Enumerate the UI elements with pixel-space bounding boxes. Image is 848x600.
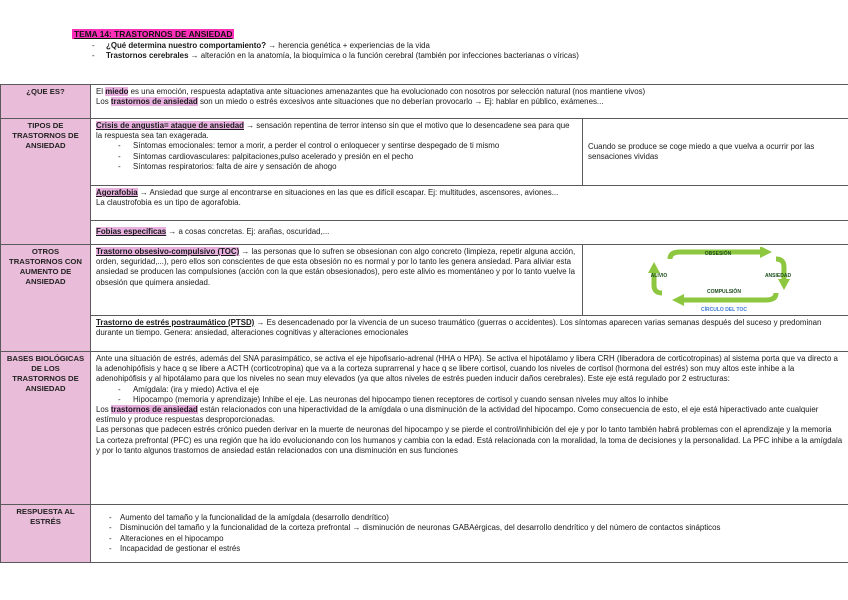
crisis-title: Crisis de angustia= ataque de ansiedad bbox=[96, 121, 244, 130]
highlight-trastornos: trastornos de ansiedad bbox=[110, 405, 198, 415]
text-span: Los bbox=[96, 97, 111, 107]
row-que-es bbox=[1, 85, 848, 119]
cell-ptsd bbox=[91, 316, 848, 352]
row-tipos-crisis bbox=[1, 119, 848, 186]
arrow-head-icon bbox=[760, 247, 772, 258]
crisis-text: → sensación repentina de terror intenso sin que el motivo que lo desencadene sea para que la respuesta sea tan exagerada. bbox=[96, 121, 570, 141]
highlight-miedo: miedo bbox=[105, 87, 129, 96]
header-bullet-bold: ¿Qué determina nuestro comportamiento? bbox=[106, 41, 267, 51]
list-item: - Síntomas cardiovasculares: palpitaciones,pulso acelerado y presión en el pecho bbox=[96, 152, 577, 162]
label-ansiedad: ANSIEDAD bbox=[764, 273, 791, 279]
agorafobia-text: → Ansiedad que surge al encontrarse en situaciones en las que es difícil escapar. Ej: multitudes, ascensores, aviones... bbox=[137, 188, 559, 197]
text-span: El bbox=[96, 87, 106, 96]
list-item: - Alteraciones en el hipocampo bbox=[96, 534, 843, 544]
agorafobia-title: Agorafobia bbox=[96, 188, 138, 197]
bases-paragraph: Las personas que padecen estrés crónico pueden derivar en la muerte de neuronas del hipocampo y se pierde el control/inhibición del eje y por lo tanto también habrá problemas con el aprendizaje y la memoria bbox=[96, 425, 832, 435]
row-tipos-agorafobia bbox=[1, 186, 848, 221]
crisis-note: Cuando se produce se coge miedo a que vuelva a ocurrir por las sensaciones vividas bbox=[588, 141, 815, 161]
label-bases: BASES BIOLÓGICAS DE LOS TRASTORNOS DE ANSIEDAD bbox=[1, 352, 91, 505]
agorafobia-line-2: La claustrofobia es un tipo de agorafobia. bbox=[96, 198, 241, 208]
que-es-line-2 bbox=[96, 97, 843, 107]
label-alivio: ALIVIO bbox=[650, 273, 667, 279]
ptsd-text: → Es desencadenado por la vivencia de un suceso traumático (guerras o accidentes). Los síntomas aparecen varias semanas después del suceso y predominan durante un tiempo. Genera: ansiedad, alteraciones cognitivas y alteraciones emocionales bbox=[96, 318, 822, 338]
document-title: TEMA 14: TRASTORNOS DE ANSIEDAD bbox=[74, 29, 233, 39]
list-item: - Incapacidad de gestionar el estrés bbox=[96, 544, 843, 554]
text-span: es una emoción, respuesta adaptativa ante situaciones amenazantes que ha evolucionado con nosotros por selección natural (nos mantiene vivos) bbox=[128, 87, 646, 96]
header-bullets bbox=[72, 41, 832, 61]
respuesta-list bbox=[96, 513, 843, 554]
cell-bases bbox=[91, 352, 848, 505]
bases-paragraph bbox=[96, 405, 843, 425]
list-item: - Síntomas emocionales: temor a morir, a perder el control o enloquecer y sentirse despegado de ti mismo bbox=[96, 141, 577, 151]
header-bullet bbox=[72, 41, 832, 51]
row-otros-ptsd bbox=[1, 316, 848, 352]
arrow-head-icon bbox=[672, 294, 684, 306]
header-bullet-text: → alteración en la anatomía, la bioquímica o la función cerebral (también por infecciones bacterianas o víricas) bbox=[188, 51, 579, 61]
text-span: Los bbox=[96, 405, 111, 415]
label-tipos: TIPOS DE TRASTORNOS DE ANSIEDAD bbox=[1, 119, 91, 245]
list-item: - Disminución del tamaño y la funcionalidad de la corteza prefrontal → disminución de neuronas GABAérgicas, del desarrollo dendrítico y del número de contactos sinápticos bbox=[96, 523, 843, 533]
label-obsesion: OBSESIÓN bbox=[704, 251, 731, 257]
header-bullet-bold: Trastornos cerebrales bbox=[106, 51, 189, 61]
toc-title: Trastorno obsesivo-compulsivo (TOC) bbox=[96, 247, 240, 256]
cell-toc-figure bbox=[583, 245, 848, 316]
label-otros: OTROS TRASTORNOS CON AUMENTO DE ANSIEDAD bbox=[1, 245, 91, 352]
cell-que-es bbox=[91, 85, 848, 119]
document-header bbox=[72, 29, 832, 62]
fobias-text: → a cosas concretas. Ej: arañas, oscuridad,... bbox=[166, 227, 330, 237]
cell-crisis-note bbox=[583, 119, 848, 186]
header-bullet-text: → herencia genética + experiencias de la vida bbox=[266, 41, 430, 51]
label-compulsion: COMPULSIÓN bbox=[706, 289, 741, 295]
label-respuesta: RESPUESTA AL ESTRÉS bbox=[1, 505, 91, 563]
row-bases bbox=[1, 352, 848, 505]
cell-toc bbox=[91, 245, 583, 316]
crisis-symptoms bbox=[96, 141, 577, 172]
cell-respuesta bbox=[91, 505, 848, 563]
que-es-line-1 bbox=[96, 87, 843, 97]
row-respuesta bbox=[1, 505, 848, 563]
bases-paragraph: Ante una situación de estrés, además del SNA parasimpático, se activa el eje hipofisario-adrenal (HHA o HPA). Se activa el hipotálamo y libera CRH (liberadora de corticotropinas) al sistema porta que va directo a la adenohipófisis y hace q se libere a ACTH (corticotropina) que va a la corteza suprarrenal y hace q se libere cortisol, cuando los niveles de cortisol (hormona del estrés) son muy altos este inhibe a la adenohipófisis y al hipotálamo para que los niveles no sean muy elevados (ya que altos niveles de estrés pueden inducir daños cerebrales). Este eje está regulado por 2 estructuras: bbox=[96, 354, 838, 384]
arrow-head-icon bbox=[648, 262, 660, 273]
label-que-es: ¿QUE ES? bbox=[1, 85, 91, 119]
bases-paragraph: La corteza prefrontal (PFC) es una región que ha ido evolucionando con los humanos y cambia con la edad. Está relacionada con la moralidad, la toma de decisiones y la personalidad. La PFC inhibe a la amígdala y por lo tanto algunos trastornos de ansiedad están relacionados con una disminución en sus funciones bbox=[96, 435, 843, 455]
cell-agorafobia bbox=[91, 186, 848, 221]
list-item: - Síntomas respiratorios: falta de aire y sensación de ahogo bbox=[96, 162, 577, 172]
list-item: - Aumento del tamaño y la funcionalidad de la amígdala (desarrollo dendrítico) bbox=[96, 513, 843, 523]
text-span: son un miedo o estrés excesivos ante situaciones que no deberían provocarlo → Ej: hablar en público, exámenes... bbox=[197, 97, 604, 107]
list-item: - Amígdala: (ira y miedo) Activa el eje bbox=[96, 385, 843, 395]
text-span: están relacionados con una hiperactividad de la amígdala o una disminución de la actividad del hipocampo. Como consecuencia de esto, el eje está hiperactivado ante cualquier estímulo y produce respuestas desproporcionadas. bbox=[96, 405, 819, 425]
bases-structures bbox=[96, 385, 843, 405]
arrow-head-icon bbox=[778, 279, 790, 290]
cell-crisis bbox=[91, 119, 583, 186]
toc-cycle-diagram bbox=[628, 247, 804, 313]
row-otros-toc bbox=[1, 245, 848, 316]
ptsd-title: Trastorno de estrés postraumático (PTSD) bbox=[96, 318, 255, 327]
header-bullet bbox=[72, 51, 832, 61]
highlight-trastornos: trastornos de ansiedad bbox=[110, 97, 198, 107]
row-tipos-fobias bbox=[1, 221, 848, 245]
crisis-heading bbox=[96, 121, 577, 141]
fobias-title: Fobias específicas bbox=[96, 227, 167, 237]
list-item: - Hipocampo (memoria y aprendizaje) Inhibe el eje. Las neuronas del hipocampo tienen receptores de cortisol y cuando sensan niveles muy altos lo inhibe bbox=[96, 395, 843, 405]
toc-text: → las personas que lo sufren se obsesionan con algo concreto (limpieza, repetir alguna acción, orden, seguridad,...), pero ellos son conscientes de que esta obsesión no es normal y por lo tanto les genera ansiedad. Para aliviar esta ansiedad se producen las compulsiones (acción con la que están obsesionados), pero este alivio es momentáneo y por lo tanto vuelve la obsesión que quimera ansiedad. bbox=[96, 247, 576, 287]
cell-fobias bbox=[91, 221, 848, 245]
diagram-caption: CÍRCULO DEL TOC bbox=[700, 307, 747, 313]
agorafobia-line-1 bbox=[96, 188, 843, 198]
notes-table bbox=[0, 84, 848, 563]
